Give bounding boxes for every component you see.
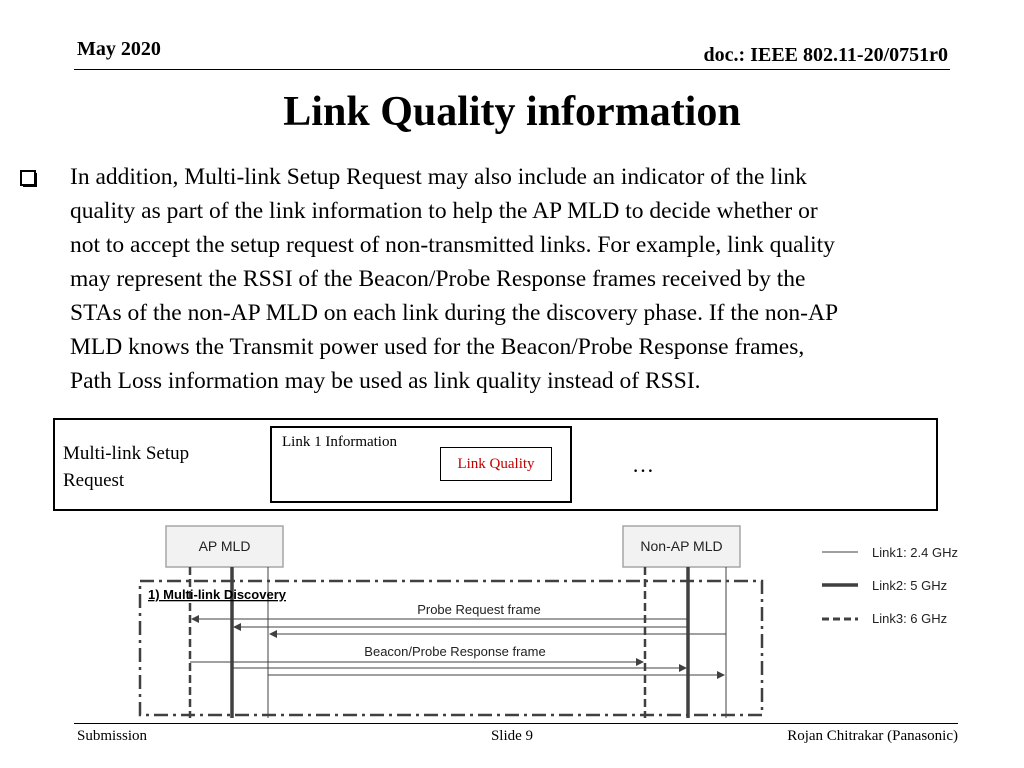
- body-line: STAs of the non-AP MLD on each link during the discovery phase. If the non-AP: [70, 300, 839, 326]
- body-line: In addition, Multi-link Setup Request may also include an indicator of the link: [70, 164, 807, 190]
- probe-request-label: Probe Request frame: [417, 602, 541, 617]
- footer-slide-number: Slide 9: [490, 728, 534, 744]
- slide-title: Link Quality information: [283, 89, 741, 135]
- body-line: MLD knows the Transmit power used for the Beacon/Probe Response frames,: [70, 334, 805, 360]
- frame-label-line2: Request: [63, 470, 125, 491]
- link-quality-field: Link Quality: [440, 447, 552, 481]
- legend-link2-label: Link2: 5 GHz: [872, 578, 948, 593]
- link1-information-label: Link 1 Information: [282, 434, 397, 450]
- more-links-ellipsis: …: [632, 452, 654, 477]
- footer-submission: Submission: [77, 728, 148, 744]
- header-date: May 2020: [77, 38, 161, 60]
- non-ap-mld-label: Non-AP MLD: [640, 538, 723, 554]
- body-line: may represent the RSSI of the Beacon/Probe Response frames received by the: [70, 266, 806, 292]
- body-line: not to accept the setup request of non-transmitted links. For example, link quality: [70, 232, 835, 258]
- footer-divider: [74, 723, 958, 724]
- legend-link3-label: Link3: 6 GHz: [872, 611, 948, 626]
- body-line: quality as part of the link information to help the AP MLD to decide whether or: [70, 198, 818, 224]
- beacon-response-label: Beacon/Probe Response frame: [364, 644, 546, 659]
- header-doc-id: doc.: IEEE 802.11-20/0751r0: [703, 44, 948, 66]
- frame-label-line1: Multi-link Setup: [63, 443, 190, 464]
- ap-mld-label: AP MLD: [198, 538, 251, 554]
- body-line: Path Loss information may be used as link quality instead of RSSI.: [70, 368, 701, 394]
- legend-link1-label: Link1: 2.4 GHz: [872, 545, 958, 560]
- footer-author: Rojan Chitrakar (Panasonic): [787, 728, 958, 744]
- discovery-phase-label: 1) Multi-link Discovery: [148, 587, 286, 602]
